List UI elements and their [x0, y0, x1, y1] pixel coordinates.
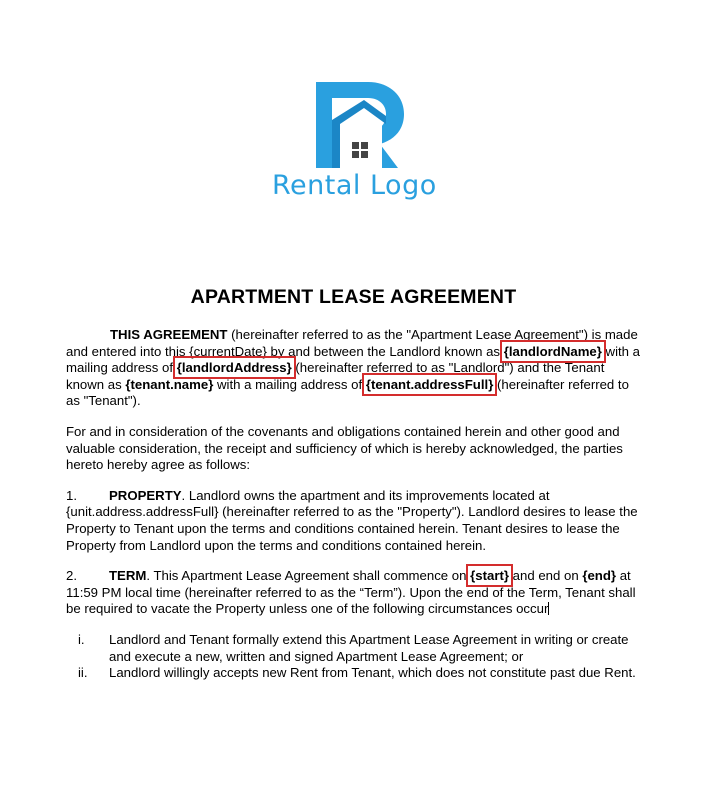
intro-text-3: (hereinafter referred to as "Landlord") and the Tenant known as	[66, 360, 605, 392]
section-text: . Landlord owns the apartment and its improvements located at {unit.address.addressFull} (hereinafter referred to as the "Property"). Landlord desires to lease the Property to Tenant upon the terms and conditions contained herein. Tenant desires to lease the Property from Landlord upon the terms and conditions contained herein.	[66, 487, 638, 553]
section-heading: PROPERTY	[109, 487, 182, 503]
term-text-2: and end on	[509, 568, 583, 584]
section-property	[66, 488, 646, 554]
list-marker: ii.	[78, 665, 88, 681]
intro-text-4: with a mailing address of	[213, 376, 366, 392]
tenant-name-field: {tenant.name}	[125, 376, 214, 392]
rental-logo	[272, 78, 447, 208]
consideration-paragraph: For and in consideration of the covenants and obligations contained herein and other good and valuable consideration, the receipt and sufficiency of which is hereby acknowledged, the parties hereto hereby agree as follows:	[66, 423, 623, 473]
section-term	[66, 568, 646, 618]
logo-text: Rental Logo	[272, 170, 437, 201]
start-date-field: {start}	[470, 568, 509, 584]
landlord-name-field: {landlordName}	[503, 343, 602, 359]
list-item-text: Landlord willingly accepts new Rent from Tenant, which does not constitute past due Rent.	[109, 665, 636, 681]
list-item	[66, 632, 646, 665]
term-text-3: at 11:59 PM local time (hereinafter referred to as the “Term”). Upon the end of the Term, Tenant shall be required to vacate the Property unless one of the following circumstances occur	[66, 568, 636, 617]
intro-text-1: (hereinafter referred to as the "Apartment Lease Agreement") is made and entered into this {currentDate} by and between the Landlord known as	[66, 327, 638, 359]
tenant-address-field: {tenant.addressFull}	[365, 376, 494, 392]
rental-house-r-logo-icon	[312, 78, 408, 170]
term-text-1: . This Apartment Lease Agreement shall commence on	[146, 568, 471, 584]
term-conditions-list	[66, 632, 646, 682]
list-item	[66, 665, 646, 682]
list-item-text: Landlord and Tenant formally extend this Apartment Lease Agreement in writing or create and execute a new, written and signed Apartment Lease Agreement; or	[109, 631, 629, 664]
list-marker: i.	[78, 631, 85, 647]
intro-text-2: with a mailing address of	[66, 343, 641, 376]
intro-lead: THIS AGREEMENT	[110, 327, 228, 342]
document-title: APARTMENT LEASE AGREEMENT	[190, 286, 517, 308]
section-heading: TERM	[109, 568, 147, 584]
document-body	[66, 327, 646, 682]
intro-text-5: (hereinafter referred to as "Tenant").	[66, 376, 629, 409]
section-number: 2.	[66, 568, 77, 584]
intro-paragraph	[66, 327, 646, 410]
end-date-field: {end}	[582, 568, 617, 584]
text-cursor	[548, 602, 549, 615]
landlord-address-field: {landlordAddress}	[176, 360, 292, 376]
section-number: 1.	[66, 487, 77, 503]
